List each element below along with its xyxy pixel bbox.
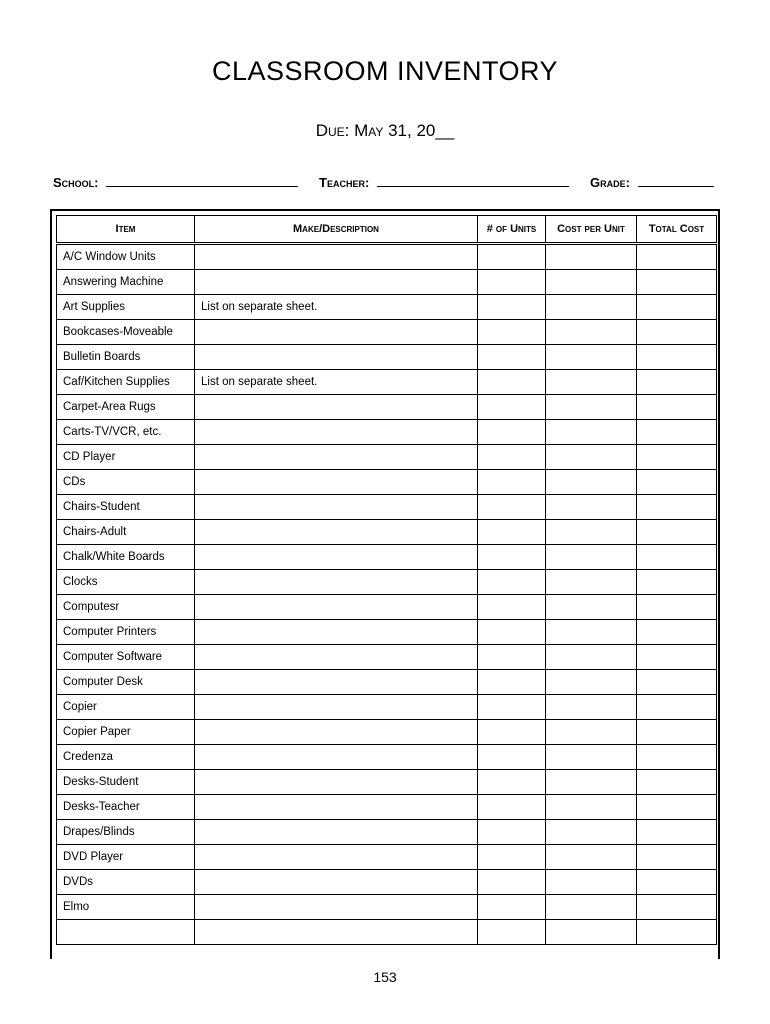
description-cell[interactable] (195, 620, 478, 645)
table-row (57, 445, 717, 470)
table-row (57, 420, 717, 445)
table-row (57, 545, 717, 570)
total-cost-cell[interactable] (637, 795, 717, 820)
inventory-table-body (57, 244, 717, 945)
cost-per-unit-cell[interactable] (546, 820, 637, 845)
cost-per-unit-cell[interactable] (546, 320, 637, 345)
cost-per-unit-cell[interactable] (546, 745, 637, 770)
units-cell[interactable] (478, 895, 546, 920)
units-cell[interactable] (478, 320, 546, 345)
description-cell[interactable] (195, 495, 478, 520)
column-header-cost-per-unit: Cost per Unit (546, 216, 637, 244)
cost-per-unit-cell[interactable] (546, 770, 637, 795)
total-cost-cell[interactable] (637, 420, 717, 445)
cost-per-unit-cell[interactable] (546, 244, 637, 270)
description-cell[interactable] (195, 345, 478, 370)
table-row (57, 520, 717, 545)
inventory-table (56, 215, 717, 945)
total-cost-cell[interactable] (637, 770, 717, 795)
cost-per-unit-cell[interactable] (546, 695, 637, 720)
description-cell[interactable] (195, 520, 478, 545)
table-row (57, 770, 717, 795)
description-cell[interactable] (195, 244, 478, 270)
description-cell[interactable] (195, 720, 478, 745)
cost-per-unit-cell[interactable] (546, 620, 637, 645)
cost-per-unit-cell[interactable] (546, 845, 637, 870)
units-cell[interactable] (478, 770, 546, 795)
page-number: 153 (373, 969, 397, 985)
table-row (57, 345, 717, 370)
units-cell[interactable] (478, 244, 546, 270)
table-row (57, 395, 717, 420)
description-cell[interactable] (195, 445, 478, 470)
description-cell[interactable] (195, 570, 478, 595)
total-cost-cell[interactable] (637, 270, 717, 295)
description-cell[interactable] (195, 845, 478, 870)
item-cell: Caf/Kitchen Supplies (57, 370, 195, 395)
units-cell[interactable] (478, 645, 546, 670)
description-cell[interactable] (195, 770, 478, 795)
total-cost-cell[interactable] (637, 720, 717, 745)
units-cell[interactable] (478, 295, 546, 320)
item-cell: Desks-Student (57, 770, 195, 795)
item-cell: Credenza (57, 745, 195, 770)
grade-field (590, 173, 714, 190)
item-cell (57, 920, 195, 945)
table-row (57, 370, 717, 395)
table-row (57, 795, 717, 820)
cost-per-unit-cell[interactable] (546, 345, 637, 370)
table-row (57, 695, 717, 720)
inventory-frame (50, 209, 720, 959)
description-cell[interactable] (195, 545, 478, 570)
units-cell[interactable] (478, 570, 546, 595)
page-title: CLASSROOM INVENTORY (211, 56, 559, 86)
total-cost-cell[interactable] (637, 345, 717, 370)
item-cell: Chairs-Adult (57, 520, 195, 545)
column-header-units: # of Units (478, 216, 546, 244)
total-cost-cell[interactable] (637, 470, 717, 495)
total-cost-cell[interactable] (637, 445, 717, 470)
item-cell: Computesr (57, 595, 195, 620)
description-cell[interactable] (195, 470, 478, 495)
school-field (53, 173, 298, 190)
item-cell: Carpet-Area Rugs (57, 395, 195, 420)
description-cell[interactable] (195, 795, 478, 820)
total-cost-cell[interactable] (637, 670, 717, 695)
description-cell[interactable] (195, 695, 478, 720)
school-label: School: (53, 175, 99, 190)
item-cell: A/C Window Units (57, 244, 195, 270)
table-row (57, 495, 717, 520)
item-cell: Computer Desk (57, 670, 195, 695)
total-cost-cell[interactable] (637, 645, 717, 670)
item-cell: Copier Paper (57, 720, 195, 745)
description-cell[interactable]: List on separate sheet. (195, 295, 478, 320)
units-cell[interactable] (478, 270, 546, 295)
item-cell: Answering Machine (57, 270, 195, 295)
cost-per-unit-cell[interactable] (546, 595, 637, 620)
total-cost-cell[interactable] (637, 370, 717, 395)
cost-per-unit-cell[interactable] (546, 895, 637, 920)
item-cell: DVDs (57, 870, 195, 895)
total-cost-cell[interactable] (637, 395, 717, 420)
table-row (57, 470, 717, 495)
table-header-row (57, 216, 717, 244)
item-cell: DVD Player (57, 845, 195, 870)
units-cell[interactable] (478, 920, 546, 945)
school-input-line[interactable] (106, 173, 298, 187)
total-cost-cell[interactable] (637, 745, 717, 770)
description-cell[interactable] (195, 420, 478, 445)
units-cell[interactable] (478, 845, 546, 870)
description-cell[interactable] (195, 595, 478, 620)
table-row (57, 920, 717, 945)
total-cost-cell[interactable] (637, 244, 717, 270)
cost-per-unit-cell[interactable] (546, 270, 637, 295)
cost-per-unit-cell[interactable] (546, 720, 637, 745)
table-row (57, 595, 717, 620)
total-cost-cell[interactable] (637, 545, 717, 570)
units-cell[interactable] (478, 345, 546, 370)
grade-input-line[interactable] (638, 173, 714, 187)
item-cell: Carts-TV/VCR, etc. (57, 420, 195, 445)
description-cell[interactable] (195, 895, 478, 920)
table-row (57, 895, 717, 920)
units-cell[interactable] (478, 520, 546, 545)
units-cell[interactable] (478, 745, 546, 770)
cost-per-unit-cell[interactable] (546, 645, 637, 670)
description-cell[interactable] (195, 270, 478, 295)
units-cell[interactable] (478, 545, 546, 570)
table-row (57, 745, 717, 770)
item-cell: Desks-Teacher (57, 795, 195, 820)
description-cell[interactable] (195, 645, 478, 670)
total-cost-cell[interactable] (637, 570, 717, 595)
units-cell[interactable] (478, 795, 546, 820)
units-cell[interactable] (478, 370, 546, 395)
units-cell[interactable] (478, 420, 546, 445)
units-cell[interactable] (478, 695, 546, 720)
cost-per-unit-cell[interactable] (546, 870, 637, 895)
total-cost-cell[interactable] (637, 495, 717, 520)
description-cell[interactable] (195, 670, 478, 695)
total-cost-cell[interactable] (637, 820, 717, 845)
description-cell[interactable] (195, 745, 478, 770)
table-row (57, 570, 717, 595)
table-row (57, 244, 717, 270)
total-cost-cell[interactable] (637, 695, 717, 720)
total-cost-cell[interactable] (637, 320, 717, 345)
teacher-label: Teacher: (319, 175, 370, 190)
item-cell: CDs (57, 470, 195, 495)
total-cost-cell[interactable] (637, 520, 717, 545)
item-cell: Art Supplies (57, 295, 195, 320)
due-date: Due: May 31, 20__ (315, 121, 455, 140)
units-cell[interactable] (478, 495, 546, 520)
total-cost-cell[interactable] (637, 295, 717, 320)
description-cell[interactable] (195, 320, 478, 345)
cost-per-unit-cell[interactable] (546, 520, 637, 545)
total-cost-cell[interactable] (637, 595, 717, 620)
item-cell: Clocks (57, 570, 195, 595)
cost-per-unit-cell[interactable] (546, 570, 637, 595)
table-row (57, 645, 717, 670)
cost-per-unit-cell[interactable] (546, 295, 637, 320)
cost-per-unit-cell[interactable] (546, 795, 637, 820)
description-cell[interactable] (195, 920, 478, 945)
table-row (57, 670, 717, 695)
item-cell: Elmo (57, 895, 195, 920)
table-row (57, 820, 717, 845)
column-header-item: Item (57, 216, 195, 244)
table-row (57, 295, 717, 320)
units-cell[interactable] (478, 395, 546, 420)
total-cost-cell[interactable] (637, 920, 717, 945)
item-cell: Chalk/White Boards (57, 545, 195, 570)
teacher-input-line[interactable] (377, 173, 569, 187)
item-cell: Copier (57, 695, 195, 720)
cost-per-unit-cell[interactable] (546, 370, 637, 395)
table-row (57, 720, 717, 745)
item-cell: Bookcases-Moveable (57, 320, 195, 345)
item-cell: Computer Software (57, 645, 195, 670)
total-cost-cell[interactable] (637, 870, 717, 895)
description-cell[interactable] (195, 870, 478, 895)
column-header-total-cost: Total Cost (637, 216, 717, 244)
item-cell: Bulletin Boards (57, 345, 195, 370)
units-cell[interactable] (478, 595, 546, 620)
total-cost-cell[interactable] (637, 845, 717, 870)
cost-per-unit-cell[interactable] (546, 920, 637, 945)
cost-per-unit-cell[interactable] (546, 470, 637, 495)
units-cell[interactable] (478, 820, 546, 845)
total-cost-cell[interactable] (637, 620, 717, 645)
cost-per-unit-cell[interactable] (546, 495, 637, 520)
units-cell[interactable] (478, 445, 546, 470)
cost-per-unit-cell[interactable] (546, 395, 637, 420)
table-row (57, 270, 717, 295)
units-cell[interactable] (478, 870, 546, 895)
description-cell[interactable] (195, 820, 478, 845)
column-header-description: Make/Description (195, 216, 478, 244)
item-cell: Chairs-Student (57, 495, 195, 520)
teacher-field (319, 173, 569, 190)
table-row (57, 870, 717, 895)
item-cell: Drapes/Blinds (57, 820, 195, 845)
description-cell[interactable]: List on separate sheet. (195, 370, 478, 395)
cost-per-unit-cell[interactable] (546, 420, 637, 445)
table-row (57, 620, 717, 645)
description-cell[interactable] (195, 395, 478, 420)
units-cell[interactable] (478, 720, 546, 745)
units-cell[interactable] (478, 670, 546, 695)
table-row (57, 320, 717, 345)
cost-per-unit-cell[interactable] (546, 545, 637, 570)
grade-label: Grade: (590, 175, 630, 190)
cost-per-unit-cell[interactable] (546, 445, 637, 470)
item-cell: CD Player (57, 445, 195, 470)
item-cell: Computer Printers (57, 620, 195, 645)
units-cell[interactable] (478, 620, 546, 645)
table-row (57, 845, 717, 870)
cost-per-unit-cell[interactable] (546, 670, 637, 695)
units-cell[interactable] (478, 470, 546, 495)
total-cost-cell[interactable] (637, 895, 717, 920)
